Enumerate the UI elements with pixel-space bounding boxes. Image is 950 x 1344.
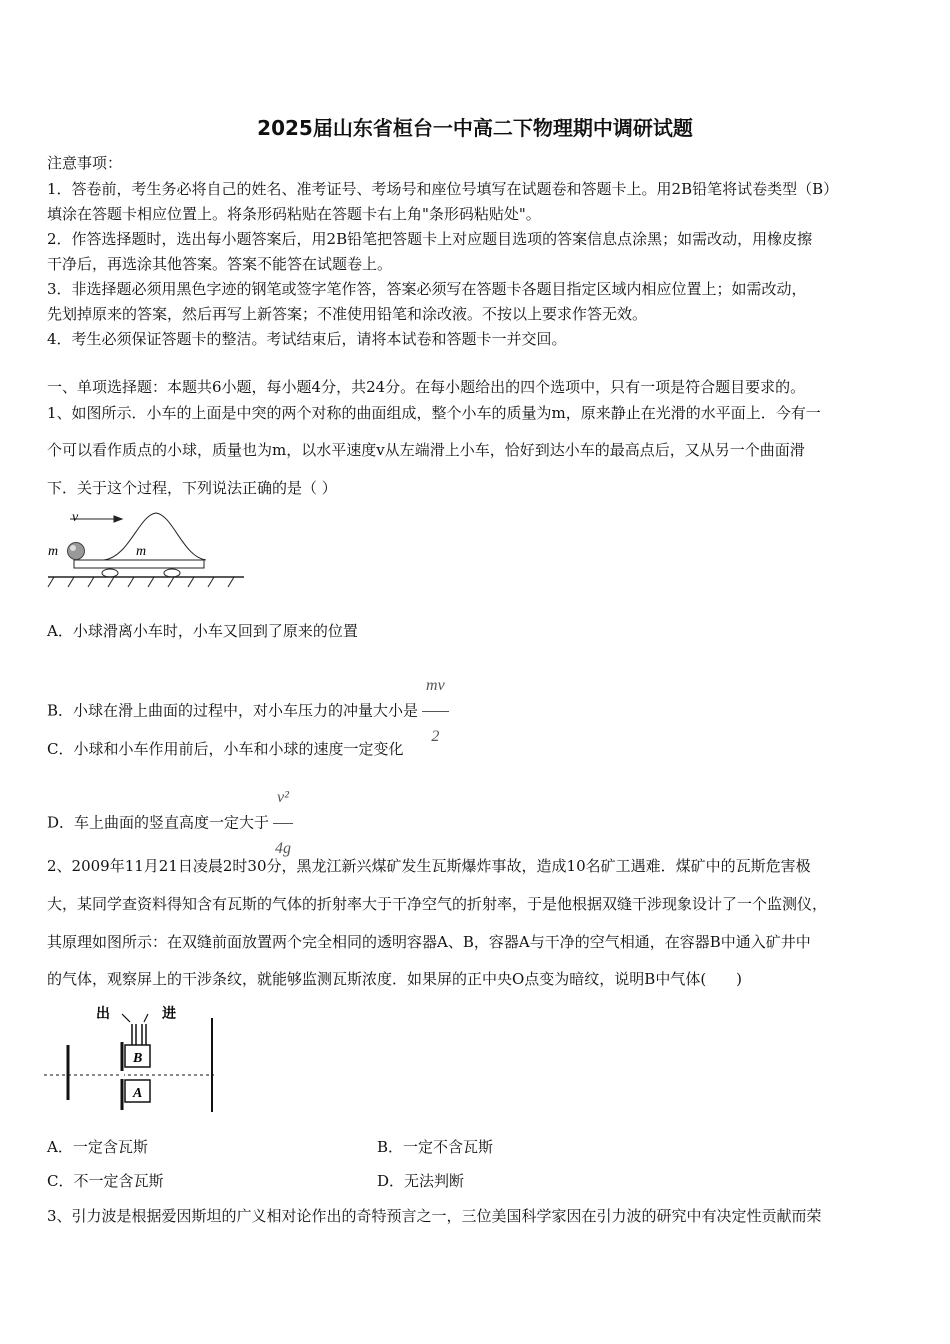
ground-hatch — [48, 577, 54, 587]
question-2-text: 其原理如图所示：在双缝前面放置两个完全相同的透明容器A、B，容器A与干净的空气相通，在容器B中通入矿井中 — [47, 933, 811, 951]
option-b-text: B．小球在滑上曲面的过程中，对小车压力的冲量大小是 — [47, 701, 419, 720]
double-slit-figure — [44, 1000, 224, 1115]
notice-line: 先划掉原来的答案，然后再写上新答案；不准使用铅笔和涂改液。不按以上要求作答无效。 — [47, 305, 648, 323]
cart-figure — [44, 505, 249, 595]
outlet-arrow-icon — [122, 1014, 130, 1022]
wheel-icon — [102, 569, 118, 577]
wheel-icon — [164, 569, 180, 577]
ground-hatch — [148, 577, 154, 587]
ball-mass-label: m — [48, 544, 59, 559]
question-2-text: 的气体，观察屏上的干涉条纹，就能够监测瓦斯浓度．如果屏的正中央O点变为暗纹，说明B中气体( ) — [47, 970, 743, 988]
ground-hatch — [108, 577, 114, 587]
question-1-text: 1、如图所示．小车的上面是中突的两个对称的曲面组成，整个小车的质量为m，原来静止在光滑的水平面上．今有一 — [47, 404, 821, 422]
velocity-label: v — [72, 510, 79, 525]
cart-body — [74, 560, 204, 568]
question-2-text: 大，某同学查资料得知含有瓦斯的气体的折射率大于干净空气的折射率，于是他根据双缝干涉现象设计了一个监测仪， — [47, 895, 828, 913]
option-a: A．一定含瓦斯 — [47, 1138, 148, 1156]
option-c: C．小球和小车作用前后，小车和小球的速度一定变化 — [47, 740, 404, 758]
notice-line: 填涂在答题卡相应位置上。将条形码粘贴在答题卡右上角"条形码粘贴处"。 — [47, 205, 541, 223]
notice-line: 干净后，再选涂其他答案。答案不能答在试题卷上。 — [47, 255, 393, 273]
outlet-label: 出 — [96, 1006, 110, 1022]
notice-line: 2．作答选择题时，选出每小题答案后，用2B铅笔把答题卡上对应题目选项的答案信息点涂黑；如需改动，用橡皮擦 — [47, 230, 813, 248]
fraction-numerator: v² — [273, 774, 293, 824]
ball-highlight — [70, 545, 76, 551]
question-3-text: 3、引力波是根据爱因斯坦的广义相对论作出的奇特预言之一，三位美国科学家因在引力波的研究中有决定性贡献而荣 — [47, 1207, 822, 1225]
option-c: C．不一定含瓦斯 — [47, 1172, 164, 1190]
option-d-text: D．车上曲面的竖直高度一定大于 — [47, 813, 270, 832]
container-a-label: A — [133, 1086, 143, 1101]
cart-mass-label: m — [136, 544, 147, 559]
section-heading: 一、单项选择题：本题共6小题，每小题4分，共24分。在每小题给出的四个选项中，只有一项是符合题目要求的。 — [47, 378, 806, 396]
fraction-denominator: 2 — [431, 728, 440, 745]
option-d: D．无法判断 — [377, 1172, 465, 1190]
inlet-label: 进 — [162, 1006, 176, 1022]
arrow-head-icon — [114, 516, 122, 522]
question-1-text: 个可以看作质点的小球，质量也为m，以水平速度v从左端滑上小车，恰好到达小车的最高点后，又从另一个曲面滑 — [47, 441, 805, 459]
option-a: A．小球滑离小车时，小车又回到了原来的位置 — [47, 622, 358, 640]
ground-hatch — [168, 577, 174, 587]
ground-hatch — [188, 577, 194, 587]
fraction-numerator: mv — [422, 662, 449, 712]
ground-hatch — [128, 577, 134, 587]
question-1-text: 下．关于这个过程，下列说法正确的是（ ） — [47, 479, 337, 497]
ground-hatch — [208, 577, 214, 587]
page-title: 2025届山东省桓台一中高二下物理期中调研试题 — [257, 116, 693, 140]
notice-line: 4．考生必须保证答题卡的整洁。考试结束后，请将本试卷和答题卡一并交回。 — [47, 330, 567, 348]
container-b-label: B — [133, 1051, 143, 1066]
ground-hatch — [68, 577, 74, 587]
option-b: B．一定不含瓦斯 — [377, 1138, 494, 1156]
notice-line: 1．答卷前，考生务必将自己的姓名、准考证号、考场号和座位号填写在试题卷和答题卡上。用2B铅笔将试卷类型（B） — [47, 180, 839, 198]
ball-icon — [68, 543, 85, 560]
question-2-text: 2、2009年11月21日凌晨2时30分，黑龙江新兴煤矿发生瓦斯爆炸事故，造成10名矿工遇难．煤矿中的瓦斯危害极 — [47, 857, 811, 875]
fraction-mv-2 — [422, 662, 449, 761]
notice-heading: 注意事项： — [47, 154, 123, 172]
notice-line: 3．非选择题必须用黑色字迹的钢笔或签字笔作答，答案必须写在答题卡各题目指定区域内相应位置上；如需改动， — [47, 280, 807, 298]
ground-hatch — [88, 577, 94, 587]
fraction-denominator: 4g — [274, 840, 291, 857]
ground-hatch — [228, 577, 234, 587]
inlet-arrow-icon — [144, 1014, 148, 1022]
